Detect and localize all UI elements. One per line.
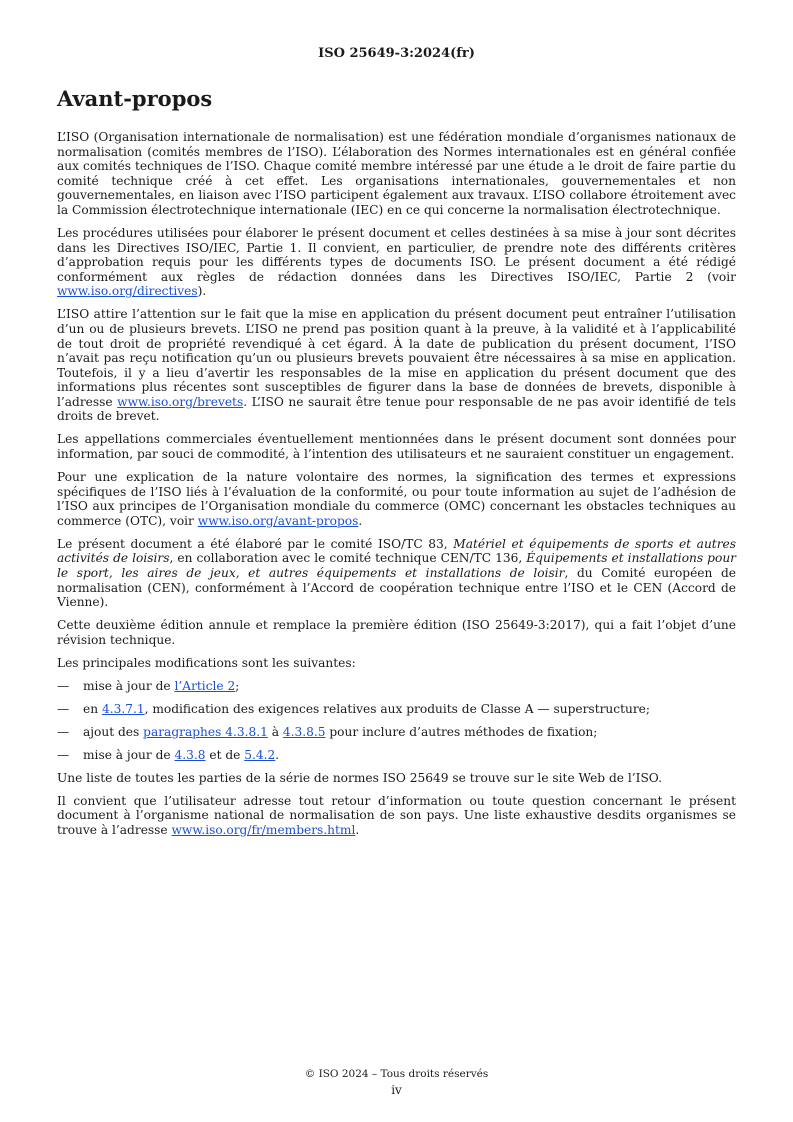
paragraph-text: , du Comité européen de normalisation (CEN), conformément à l’Accord de coopération technique entre l’ISO et le CEN (Accord de Vienne). xyxy=(57,565,736,610)
list-text: , modification des exigences relatives aux produits de Classe A — superstructure; xyxy=(144,701,650,716)
directives-link[interactable]: www.iso.org/directives xyxy=(57,284,198,299)
paragraph-trade-names: Les appellations commerciales éventuellement mentionnées dans le présent document sont données pour information, par souci de commodité, à l’intention des utilisateurs et ne sauraient constituer un engagement. xyxy=(57,432,736,462)
paragraph-patents xyxy=(57,307,736,424)
list-item-text xyxy=(83,748,279,763)
dash-bullet: — xyxy=(57,678,70,693)
paragraph-text: . xyxy=(355,822,360,837)
list-text: ; xyxy=(235,678,240,693)
patents-link[interactable]: www.iso.org/brevets xyxy=(117,394,244,409)
list-item-text xyxy=(83,679,239,694)
paragraph-series-list: Une liste de toutes les parties de la série de normes ISO 25649 se trouve sur le site Web de l’ISO. xyxy=(57,770,662,785)
dash-bullet: — xyxy=(57,747,70,762)
paragraph-feedback xyxy=(57,794,736,838)
list-text: à xyxy=(267,724,283,739)
paragraph-text: Le présent document a été élaboré par le comité ISO/TC 83, xyxy=(57,536,454,551)
section-4-3-7-1-link[interactable]: 4.3.7.1 xyxy=(101,701,145,716)
list-item xyxy=(57,748,736,763)
list-text: mise à jour de xyxy=(83,747,175,762)
dash-bullet: — xyxy=(57,701,70,716)
paragraph-procedures xyxy=(57,226,736,299)
list-text: en xyxy=(83,701,102,716)
committee-title-iso: Matériel et équipements de sports et autres activités de loisirs xyxy=(57,536,736,566)
list-item xyxy=(57,725,736,740)
paragraph-edition: Cette deuxième édition annule et remplace la première édition (ISO 25649-3:2017), qui a fait l’objet d’une révision technique. xyxy=(57,618,736,647)
changes-list xyxy=(57,679,736,763)
list-item xyxy=(57,702,736,717)
section-5-4-2-link[interactable]: 5.4.2 xyxy=(244,747,276,762)
paragraph-text: L’ISO attire l’attention sur le fait que la mise en application du présent document peut entraîner l’utilisation d’un ou de plusieurs brevets. L’ISO ne prend pas position quant à la preuve, à la validité et à l’applicabilité de tout droit de propriété revendiqué à cet égard. À la date de publication du présent document, l’ISO n’avait pas reçu notification qu’un ou plusieurs brevets pouvaient être nécessaires à sa mise en application. Toutefois, il y a lieu d’avertir les responsables de la mise en application du présent document que des informations plus récentes sont susceptibles de figurer dans la base de données de brevets, disponible à l’adresse xyxy=(57,307,736,409)
paragraph-committee xyxy=(57,537,736,610)
paragraph-text: Il convient que l’utilisateur adresse tout retour d’information ou toute question concernant le présent document à l’organisme national de normalisation de son pays. Une liste exhaustive desdits organismes se trouve à l’adresse xyxy=(57,793,736,837)
paragraph-text: . xyxy=(358,513,363,528)
page-title: Avant-propos xyxy=(57,86,213,111)
list-text: ajout des xyxy=(83,724,144,739)
page-footer xyxy=(0,1066,793,1098)
dash-bullet: — xyxy=(57,724,70,739)
list-text: . xyxy=(275,747,280,762)
members-link[interactable]: www.iso.org/fr/members.html xyxy=(171,822,356,837)
copyright-notice: © ISO 2024 – Tous droits réservés xyxy=(304,1068,489,1080)
list-text: mise à jour de xyxy=(83,678,175,693)
section-4-3-8-link[interactable]: 4.3.8 xyxy=(174,747,206,762)
section-4-3-8-5-link[interactable]: 4.3.8.5 xyxy=(282,724,326,739)
paragraph-text: , en collaboration avec le comité technique CEN/TC 136, xyxy=(169,551,527,566)
paragraph-text: Les procédures utilisées pour élaborer le présent document et celles destinées à sa mise à jour sont décrites dans les Directives ISO/IEC, Partie 1. Il convient, en particulier, de prendre note des différents critères d’approbation requis pour les différents types de documents ISO. Le présent document a été rédigé conformément aux règles de rédaction données dans les Directives ISO/IEC, Partie 2 (voir xyxy=(57,225,736,284)
foreword-link[interactable]: www.iso.org/avant-propos xyxy=(197,513,359,528)
paragraph-voluntary-nature xyxy=(57,470,736,528)
document-header: ISO 25649-3:2024(fr) xyxy=(318,46,475,61)
list-text: et de xyxy=(205,747,245,762)
page-number: iv xyxy=(391,1083,402,1097)
foreword-body xyxy=(57,130,736,846)
paragraph-text: ). xyxy=(197,284,207,299)
list-item xyxy=(57,679,736,694)
paragraph-iso-intro: L’ISO (Organisation internationale de normalisation) est une fédération mondiale d’organismes nationaux de normalisation (comités membres de l’ISO). L’élaboration des Normes internationales est en général confiée aux comités techniques de l’ISO. Chaque comité membre intéressé par une étude a le droit de faire partie du comité technique créé à cet effet. Les organisations internationales, gouvernementales et non gouvernementales, en liaison avec l’ISO participent également aux travaux. L’ISO collabore étroitement avec la Commission électrotechnique internationale (IEC) en ce qui concerne la normalisation électrotechnique. xyxy=(57,130,736,217)
article-2-link[interactable]: l’Article 2 xyxy=(174,678,236,693)
paragraph-changes-intro: Les principales modifications sont les suivantes: xyxy=(57,655,356,670)
section-4-3-8-1-link[interactable]: paragraphes 4.3.8.1 xyxy=(143,724,268,739)
list-item-text xyxy=(83,702,650,717)
paragraph-text: . L’ISO ne saurait être tenue pour responsable de ne pas avoir identifié de tels droits de brevet. xyxy=(57,394,736,424)
paragraph-text: Pour une explication de la nature volontaire des normes, la signification des termes et expressions spécifiques de l’ISO liés à l’évaluation de la conformité, ou pour toute information au sujet de l’adhésion de l’ISO aux principes de l’Organisation mondiale du commerce (OMC) concernant les obstacles techniques au commerce (OTC), voir xyxy=(57,470,736,528)
list-item-text xyxy=(83,725,597,740)
list-text: pour inclure d’autres méthodes de fixation; xyxy=(325,724,598,739)
committee-title-cen: Équipements et installations pour le sport, les aires de jeux, et autres équipements et installations de loisir xyxy=(57,551,736,580)
